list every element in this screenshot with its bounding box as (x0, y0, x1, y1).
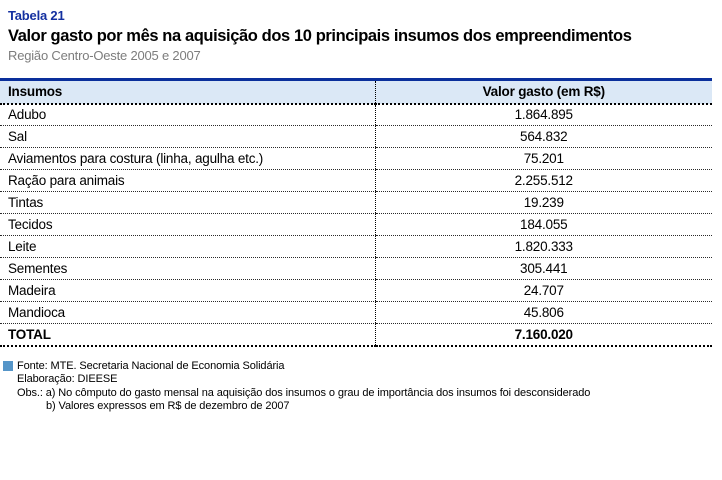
row-label: Sal (0, 126, 375, 148)
row-value: 1.820.333 (375, 236, 712, 258)
source-notes (0, 360, 722, 414)
row-label: Aviamentos para costura (linha, agulha etc.) (0, 148, 375, 170)
row-label: Tintas (0, 192, 375, 214)
row-value: 1.864.895 (375, 104, 712, 126)
row-value: 45.806 (375, 302, 712, 324)
title-block (0, 0, 722, 64)
row-value: 24.707 (375, 280, 712, 302)
row-label: Sementes (0, 258, 375, 280)
obs-a-text: Obs.: a) No cômputo do gasto mensal na aquisição dos insumos o grau de importância dos insumos foi desconsiderado (17, 386, 591, 399)
source-line (3, 360, 722, 374)
table-header (0, 80, 712, 104)
column-header-valor-gasto: Valor gasto (em R$) (375, 80, 712, 104)
total-value: 7.160.020 (375, 324, 712, 346)
row-label: Ração para animais (0, 170, 375, 192)
page-title: Valor gasto por mês na aquisição dos 10 principais insumos dos empreendimentos (8, 27, 632, 45)
table-number: Tabela 21 (8, 8, 65, 23)
table-row (0, 104, 712, 126)
column-header-insumos: Insumos (8, 84, 63, 100)
table-row (0, 302, 712, 324)
row-value: 305.441 (375, 258, 712, 280)
table-row (0, 258, 712, 280)
source-text: Fonte: MTE. Secretaria Nacional de Economia Solidária (17, 359, 285, 372)
row-label: Mandioca (0, 302, 375, 324)
elaboration-text: Elaboração: DIEESE (17, 373, 118, 385)
table-row (0, 214, 712, 236)
insumos-table (0, 78, 712, 347)
table-row (0, 280, 712, 302)
row-value: 2.255.512 (375, 170, 712, 192)
table-row (0, 148, 712, 170)
total-label: TOTAL (0, 324, 375, 346)
total-row (0, 324, 712, 346)
header-row (0, 80, 712, 104)
row-label: Leite (0, 236, 375, 258)
row-value: 19.239 (375, 192, 712, 214)
row-value: 184.055 (375, 214, 712, 236)
page-subtitle: Região Centro-Oeste 2005 e 2007 (8, 48, 201, 63)
row-label: Tecidos (0, 214, 375, 236)
table-row (0, 236, 712, 258)
row-value: 75.201 (375, 148, 712, 170)
row-label: Adubo (0, 104, 375, 126)
table-body (0, 104, 712, 346)
table-row (0, 170, 712, 192)
source-square-icon (3, 361, 13, 371)
table-row (0, 126, 712, 148)
obs-b-text: b) Valores expressos em R$ de dezembro de 2007 (46, 400, 290, 412)
table-row (0, 192, 712, 214)
row-value: 564.832 (375, 126, 712, 148)
row-label: Madeira (0, 280, 375, 302)
